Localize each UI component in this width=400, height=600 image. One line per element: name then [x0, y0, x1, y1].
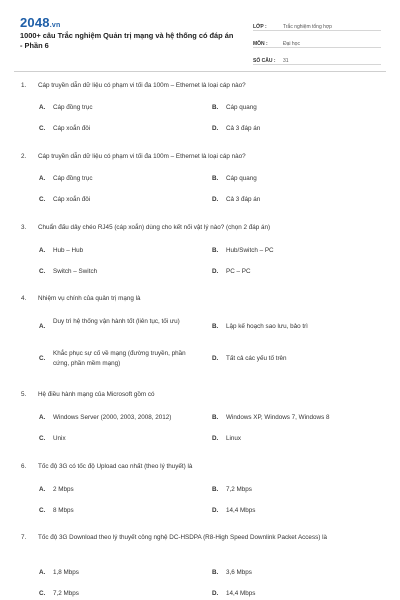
option-letter: A.	[39, 175, 46, 182]
option-text: Cáp quang	[226, 175, 257, 182]
option-letter: D.	[212, 125, 219, 132]
question-text: Tốc độ 3G Download theo lý thuyết công nghệ DC-HSDPA (R8-High Speed Downlink Packet Access) là	[38, 534, 327, 541]
meta-row-count	[253, 48, 381, 65]
option-letter: B.	[212, 414, 219, 421]
option-text: Cả 3 đáp án	[226, 196, 261, 203]
option-text: Cáp quang	[226, 104, 257, 111]
option-text: Duy trì hệ thống vận hành tốt (liên tục, tối ưu)	[53, 318, 180, 325]
option-text: Hub – Hub	[53, 247, 84, 254]
option-letter: D.	[212, 196, 219, 203]
option-text: PC – PC	[226, 268, 251, 275]
option-text: Linux	[226, 435, 242, 442]
option-letter: C.	[39, 355, 46, 362]
option-text: Lập kế hoạch sao lưu, bảo trì	[226, 323, 308, 330]
meta-value: 31	[283, 58, 289, 64]
option-letter: B.	[212, 175, 219, 182]
site-logo[interactable]	[20, 15, 60, 30]
meta-table	[253, 14, 381, 65]
option-text: Khắc phục sự cố về mạng (đường truyền, phần cứng, phần mềm mạng)	[53, 350, 186, 367]
option-letter: A.	[39, 323, 46, 330]
logo-main: 2048	[20, 15, 50, 30]
option-letter: C.	[39, 590, 46, 597]
question-number: 7.	[21, 534, 27, 541]
option-text: Cáp xoắn đôi	[53, 125, 91, 132]
option-letter: B.	[212, 569, 219, 576]
option-text: 14,4 Mbps	[226, 590, 256, 597]
option-letter: B.	[212, 104, 219, 111]
question-number: 6.	[21, 463, 27, 470]
option-text: 1,8 Mbps	[53, 569, 79, 576]
option-text: 2 Mbps	[53, 486, 74, 493]
option-letter: D.	[212, 507, 219, 514]
meta-value: Trắc nghiệm tổng hợp	[283, 24, 332, 30]
option-letter: B.	[212, 247, 219, 254]
question-text: Hệ điều hành mạng của Microsoft gồm có	[38, 391, 155, 398]
option-letter: D.	[212, 590, 219, 597]
option-letter: A.	[39, 569, 46, 576]
meta-label: SỐ CÂU :	[253, 58, 276, 64]
option-text: 3,6 Mbps	[226, 569, 252, 576]
document-header	[0, 0, 400, 66]
option-text: 7,2 Mbps	[226, 486, 252, 493]
option-letter: A.	[39, 486, 46, 493]
question-number: 3.	[21, 224, 27, 231]
option-text: Unix	[53, 435, 66, 442]
option-letter: C.	[39, 196, 46, 203]
meta-label: MÔN :	[253, 41, 268, 47]
meta-row-class	[253, 14, 381, 31]
option-letter: B.	[212, 323, 219, 330]
meta-value: Đại học	[283, 41, 300, 47]
option-letter: A.	[39, 414, 46, 421]
option-letter: D.	[212, 268, 219, 275]
question-text: Cáp truyền dẫn dữ liệu có phạm vi tối đa 100m – Ethernet là loại cáp nào?	[38, 153, 246, 160]
option-text: Windows Server (2000, 2003, 2008, 2012)	[53, 414, 172, 421]
option-letter: C.	[39, 268, 46, 275]
question-text: Chuẩn đấu dây chéo RJ45 (cáp xoắn) dùng cho kết nối vật lý nào? (chọn 2 đáp án)	[38, 224, 271, 231]
option-text: 7,2 Mbps	[53, 590, 79, 597]
question-text: Nhiệm vụ chính của quản trị mạng là	[38, 295, 141, 302]
option-text: Cáp xoắn đôi	[53, 196, 91, 203]
question-number: 5.	[21, 391, 27, 398]
option-text: Cáp đồng trục	[53, 104, 93, 111]
option-letter: A.	[39, 247, 46, 254]
option-text: 8 Mbps	[53, 507, 74, 514]
question-text: Cáp truyền dẫn dữ liệu có phạm vi tối đa 100m – Ethernet là loại cáp nào?	[38, 82, 246, 89]
option-letter: C.	[39, 435, 46, 442]
question-number: 4.	[21, 295, 27, 302]
option-text: Windows XP, Windows 7, Windows 8	[226, 414, 330, 421]
question-number: 1.	[21, 82, 27, 89]
question-number: 2.	[21, 153, 27, 160]
option-letter: C.	[39, 125, 46, 132]
option-text: 14,4 Mbps	[226, 507, 256, 514]
meta-row-subject	[253, 31, 381, 48]
question-text: Tốc độ 3G có tốc độ Upload cao nhất (theo lý thuyết) là	[38, 463, 193, 470]
option-letter: B.	[212, 486, 219, 493]
logo-tld: .vn	[49, 22, 61, 29]
option-text: Cáp đồng trục	[53, 175, 93, 182]
option-text: Cả 3 đáp án	[226, 125, 261, 132]
option-letter: A.	[39, 104, 46, 111]
option-text: Tất cả các yếu tố trên	[226, 355, 287, 362]
option-letter: C.	[39, 507, 46, 514]
header-divider	[14, 71, 386, 72]
meta-label: LỚP :	[253, 24, 267, 30]
option-text: Hub/Switch – PC	[226, 247, 274, 254]
option-letter: D.	[212, 435, 219, 442]
option-text: Switch – Switch	[53, 268, 98, 275]
option-letter: D.	[212, 355, 219, 362]
document-title: 1000+ câu Trắc nghiệm Quản trị mạng và hệ thống có đáp án - Phần 6	[20, 31, 234, 50]
